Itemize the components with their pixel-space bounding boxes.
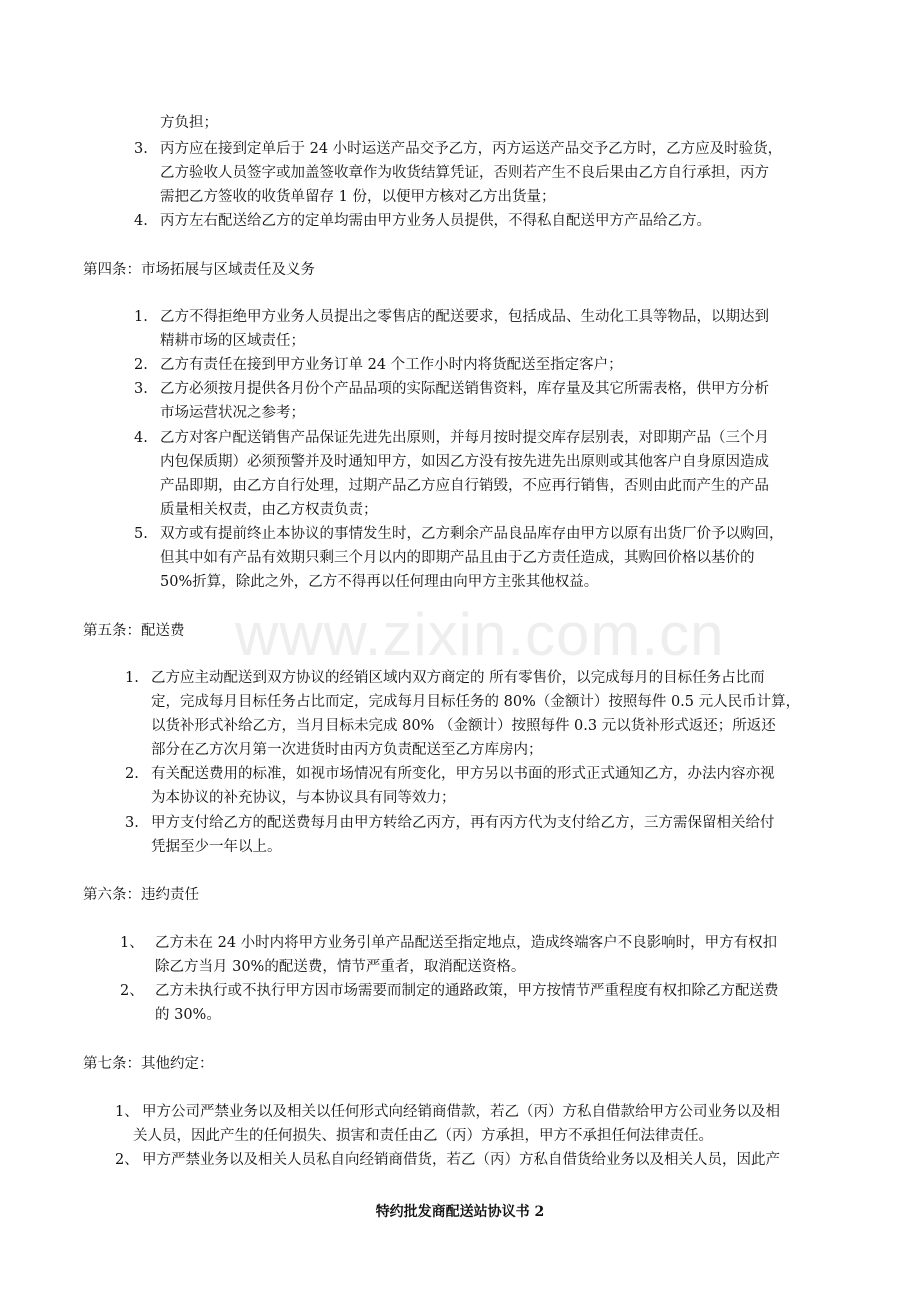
list-number: 2. xyxy=(125,766,139,782)
paragraph-line: 以货补形式补给乙方，当月目标未完成 80% （金额计）按照每件 0.3 元以货补形式返还；所返还 xyxy=(151,718,776,734)
paragraph-line: 为本协议的补充协议，与本协议具有同等效力； xyxy=(151,790,456,806)
list-number: 3. xyxy=(134,381,148,397)
list-number: 3. xyxy=(125,815,139,831)
paragraph-line: 双方或有提前终止本协议的事情发生时，乙方剩余产品良品库存由甲方以原有出货厂价予以购回， xyxy=(160,526,784,542)
list-number: 3. xyxy=(134,141,148,157)
paragraph-line: 方负担； xyxy=(160,115,218,131)
paragraph-line: 有关配送费用的标准，如视市场情况有所变化，甲方另以书面的形式正式通知乙方，办法内容亦视 xyxy=(151,766,775,782)
paragraph-line: 乙方不得拒绝甲方业务人员提出之零售店的配送要求，包括成品、生动化工具等物品，以期达到 xyxy=(160,309,769,325)
list-number: 2、 xyxy=(120,983,144,999)
paragraph-line: 乙方有责任在接到甲方业务订单 24 个工作小时内将货配送至指定客户； xyxy=(160,357,623,373)
list-number: 1. xyxy=(134,309,148,325)
paragraph-line: 乙方应主动配送到双方协议的经销区域内双方商定的 所有零售价，以完成每月的目标任务占比而 xyxy=(151,670,765,686)
paragraph-line: 甲方公司严禁业务以及相关以任何形式向经销商借款，若乙（丙）方私自借款给甲方公司业务以及相 xyxy=(142,1104,780,1120)
section-heading: 第四条：市场拓展与区域责任及义务 xyxy=(83,262,315,278)
paragraph-line: 乙方未在 24 小时内将甲方业务引单产品配送至指定地点，造成终端客户不良影响时，甲方有权扣 xyxy=(155,935,778,951)
list-number: 4. xyxy=(134,213,148,229)
list-number: 2. xyxy=(134,357,148,373)
list-number: 2、 xyxy=(115,1152,139,1168)
paragraph-line: 定，完成每月目标任务占比而定，完成每月目标任务的 80%（金额计）按照每件 0.5 元人民币计算， xyxy=(151,694,801,710)
paragraph-line: 乙方验收人员签字或加盖签收章作为收货结算凭证，否则若产生不良后果由乙方自行承担，丙方 xyxy=(160,165,769,181)
paragraph-line: 丙方应在接到定单后于 24 小时运送产品交予乙方，丙方运送产品交予乙方时，乙方应及时验货， xyxy=(160,141,783,157)
section-heading: 第七条：其他约定： xyxy=(83,1056,214,1072)
list-number: 1、 xyxy=(115,1104,139,1120)
paragraph-line: 内包保质期）必须预警并及时通知甲方，如因乙方没有按先进先出原则或其他客户自身原因造成 xyxy=(160,454,769,470)
paragraph-line: 甲方严禁业务以及相关人员私自向经销商借货，若乙（丙）方私自借货给业务以及相关人员，因此产 xyxy=(142,1152,780,1168)
paragraph-line: 产品即期，由乙方自行处理，过期产品乙方应自行销毁，不应再行销售，否则由此而产生的产品 xyxy=(160,478,769,494)
paragraph-line: 需把乙方签收的收货单留存 1 份，以便甲方核对乙方出货量； xyxy=(160,189,556,205)
paragraph-line: 凭据至少一年以上。 xyxy=(151,839,282,855)
paragraph-line: 精耕市场的区域责任； xyxy=(160,333,305,349)
list-number: 1. xyxy=(125,670,139,686)
list-number: 5. xyxy=(134,526,148,542)
section-heading: 第五条：配送费 xyxy=(83,623,185,639)
paragraph-line: 关人员，因此产生的任何损失、损害和责任由乙（丙）方承担，甲方不承担任何法律责任。 xyxy=(133,1128,713,1144)
section-heading: 第六条：违约责任 xyxy=(83,887,199,903)
paragraph-line: 乙方未执行或不执行甲方因市场需要而制定的通路政策，甲方按情节严重程度有权扣除乙方配送费 xyxy=(155,983,779,999)
watermark: www.zixin.com.cn xyxy=(235,601,725,668)
list-number: 1、 xyxy=(120,935,144,951)
paragraph-line: 市场运营状况之参考； xyxy=(160,405,305,421)
list-number: 4. xyxy=(134,430,148,446)
page-footer: 特约批发商配送站协议书 2 xyxy=(375,1204,545,1220)
paragraph-line: 部分在乙方次月第一次进货时由丙方负责配送至乙方库房内； xyxy=(151,742,543,758)
paragraph-line: 质量相关权责，由乙方权责负责； xyxy=(160,502,378,518)
paragraph-line: 乙方必须按月提供各月份个产品品项的实际配送销售资料，库存量及其它所需表格，供甲方分析 xyxy=(160,381,769,397)
paragraph-line: 除乙方当月 30%的配送费，情节严重者，取消配送资格。 xyxy=(155,959,526,975)
paragraph-line: 的 30%。 xyxy=(155,1007,221,1023)
paragraph-line: 但其中如有产品有效期只剩三个月以内的即期产品且由于乙方责任造成，其购回价格以基价的 xyxy=(160,550,755,566)
paragraph-line: 甲方支付给乙方的配送费每月由甲方转给乙丙方，再有丙方代为支付给乙方，三方需保留相关给付 xyxy=(151,815,775,831)
paragraph-line: 50%折算，除此之外，乙方不得再以任何理由向甲方主张其他权益。 xyxy=(160,574,599,590)
paragraph-line: 乙方对客户配送销售产品保证先进先出原则，并每月按时提交库存层别表，对即期产品（三个月 xyxy=(160,430,769,446)
paragraph-line: 丙方左右配送给乙方的定单均需由甲方业务人员提供，不得私自配送甲方产品给乙方。 xyxy=(160,213,711,229)
